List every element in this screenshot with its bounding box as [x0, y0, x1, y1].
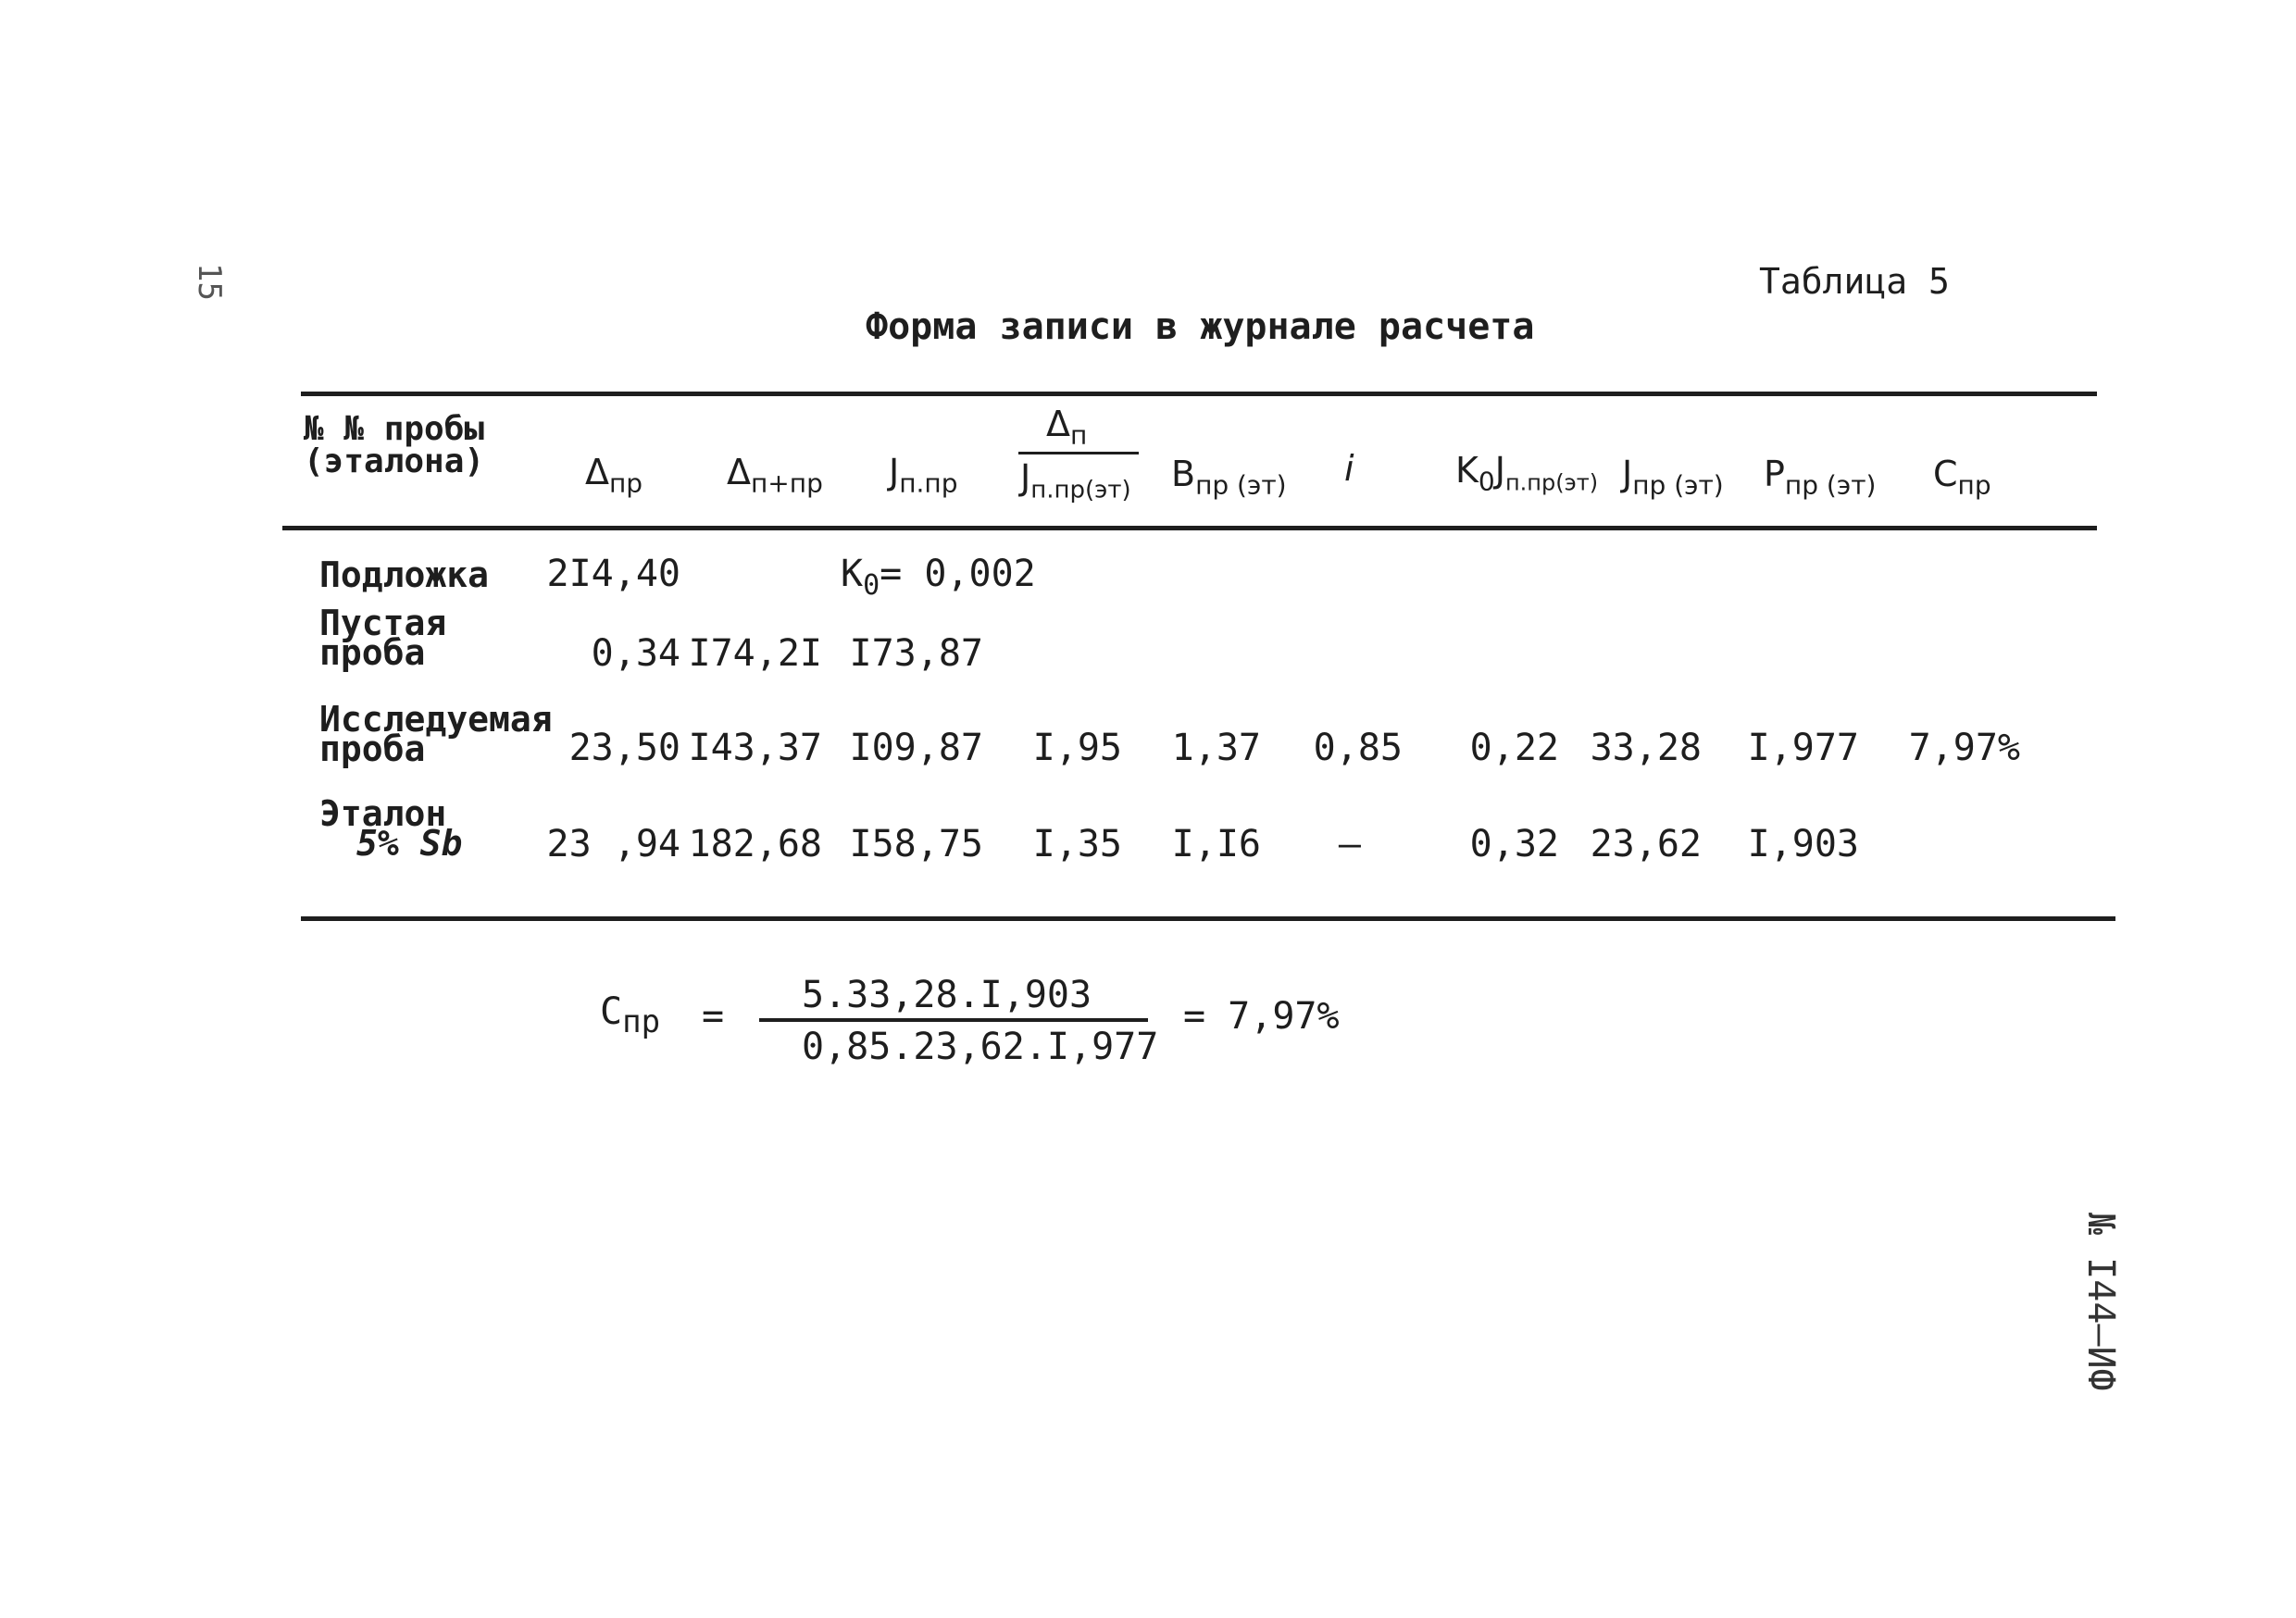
- header-j-pr: $J_{пр (эт)}$: [1622, 454, 1724, 501]
- formula-lhs: $C_{пр}$: [600, 990, 661, 1040]
- row-label-blank-line2: проба: [319, 632, 426, 673]
- document-code: № I44–ИФ: [2079, 1213, 2122, 1391]
- cell-b-pr: 1,37: [1171, 727, 1261, 769]
- cell-p-pr: I,977: [1747, 727, 1859, 769]
- table-title: Форма записи в журнале расчета: [866, 305, 1535, 348]
- cell-k0j: 0,32: [1469, 823, 1559, 865]
- formula-equals: =: [702, 995, 725, 1038]
- header-j-npr: $J_{п.пр}$: [889, 452, 958, 499]
- header-k0j: $K_0J_{п.пр(эт)}$: [1455, 450, 1599, 497]
- cell-d-npr: 182,68: [688, 823, 822, 865]
- cell-j-npr: I09,87: [849, 727, 983, 769]
- header-i: i: [1344, 448, 1354, 489]
- cell-d-pr: 2I4,40: [546, 553, 680, 595]
- header-d-npr: $\Delta_{п+пр}$: [727, 452, 823, 499]
- cell-j-npr: I58,75: [849, 823, 983, 865]
- header-sample-line1: № № пробы: [304, 410, 485, 448]
- formula-denominator: 0,85.23,62.I,977: [802, 1026, 1159, 1068]
- header-sample-line2: (эталона): [304, 442, 485, 480]
- header-p-pr: $P_{пр (эт)}$: [1764, 454, 1877, 501]
- header-c-pr: $C_{пр}$: [1933, 454, 1991, 501]
- cell-b-pr: I,I6: [1171, 823, 1261, 865]
- header-b-pr: $B_{пр (эт)}$: [1171, 454, 1287, 501]
- header-ratio-numerator: $\Delta_п$: [1046, 404, 1088, 451]
- row-label-standard-line2: 5% Sb: [356, 823, 463, 864]
- row-label-sample: Исследуемая: [319, 699, 553, 740]
- header-ratio-denominator: $J_{п.пр(эт)}$: [1020, 457, 1131, 504]
- cell-p-pr: I,903: [1747, 823, 1859, 865]
- cell-j-pr: 23,62: [1590, 823, 1702, 865]
- cell-j-pr: 33,28: [1590, 727, 1702, 769]
- cell-d-npr: I43,37: [688, 727, 822, 769]
- cell-j-npr: I73,87: [849, 632, 983, 675]
- row-label-sample-line2: проба: [319, 728, 426, 769]
- cell-k0j: 0,22: [1469, 727, 1559, 769]
- page-mark: 15: [191, 263, 228, 301]
- cell-i: –: [1338, 823, 1361, 865]
- formula-fraction-bar: [759, 1018, 1148, 1022]
- cell-d-pr: 0,34: [591, 632, 680, 675]
- row-label-podlozhka: Подложка: [319, 554, 490, 595]
- row-note-k0: $K_0= 0,002$: [841, 553, 1036, 602]
- cell-d-npr: I74,2I: [688, 632, 822, 675]
- header-bottom-rule: [282, 526, 2097, 530]
- row-label-standard: Эталон: [319, 793, 447, 834]
- cell-i: 0,85: [1313, 727, 1403, 769]
- row-label-blank: Пустая: [319, 603, 447, 643]
- cell-d-pr: 23 ,94: [546, 823, 680, 865]
- cell-ratio: I,35: [1032, 823, 1122, 865]
- table-bottom-rule: [301, 916, 2115, 921]
- header-d-pr: $\Delta_{пр}$: [585, 452, 643, 499]
- table-top-rule: [301, 392, 2097, 396]
- formula-result: = 7,97%: [1183, 995, 1340, 1038]
- header-ratio-bar: [1018, 452, 1139, 454]
- cell-c-pr: 7,97%: [1908, 727, 2020, 769]
- table-label: Таблица 5: [1759, 261, 1950, 302]
- cell-d-pr: 23,50: [568, 727, 680, 769]
- cell-ratio: I,95: [1032, 727, 1122, 769]
- formula-numerator: 5.33,28.I,903: [802, 974, 1092, 1016]
